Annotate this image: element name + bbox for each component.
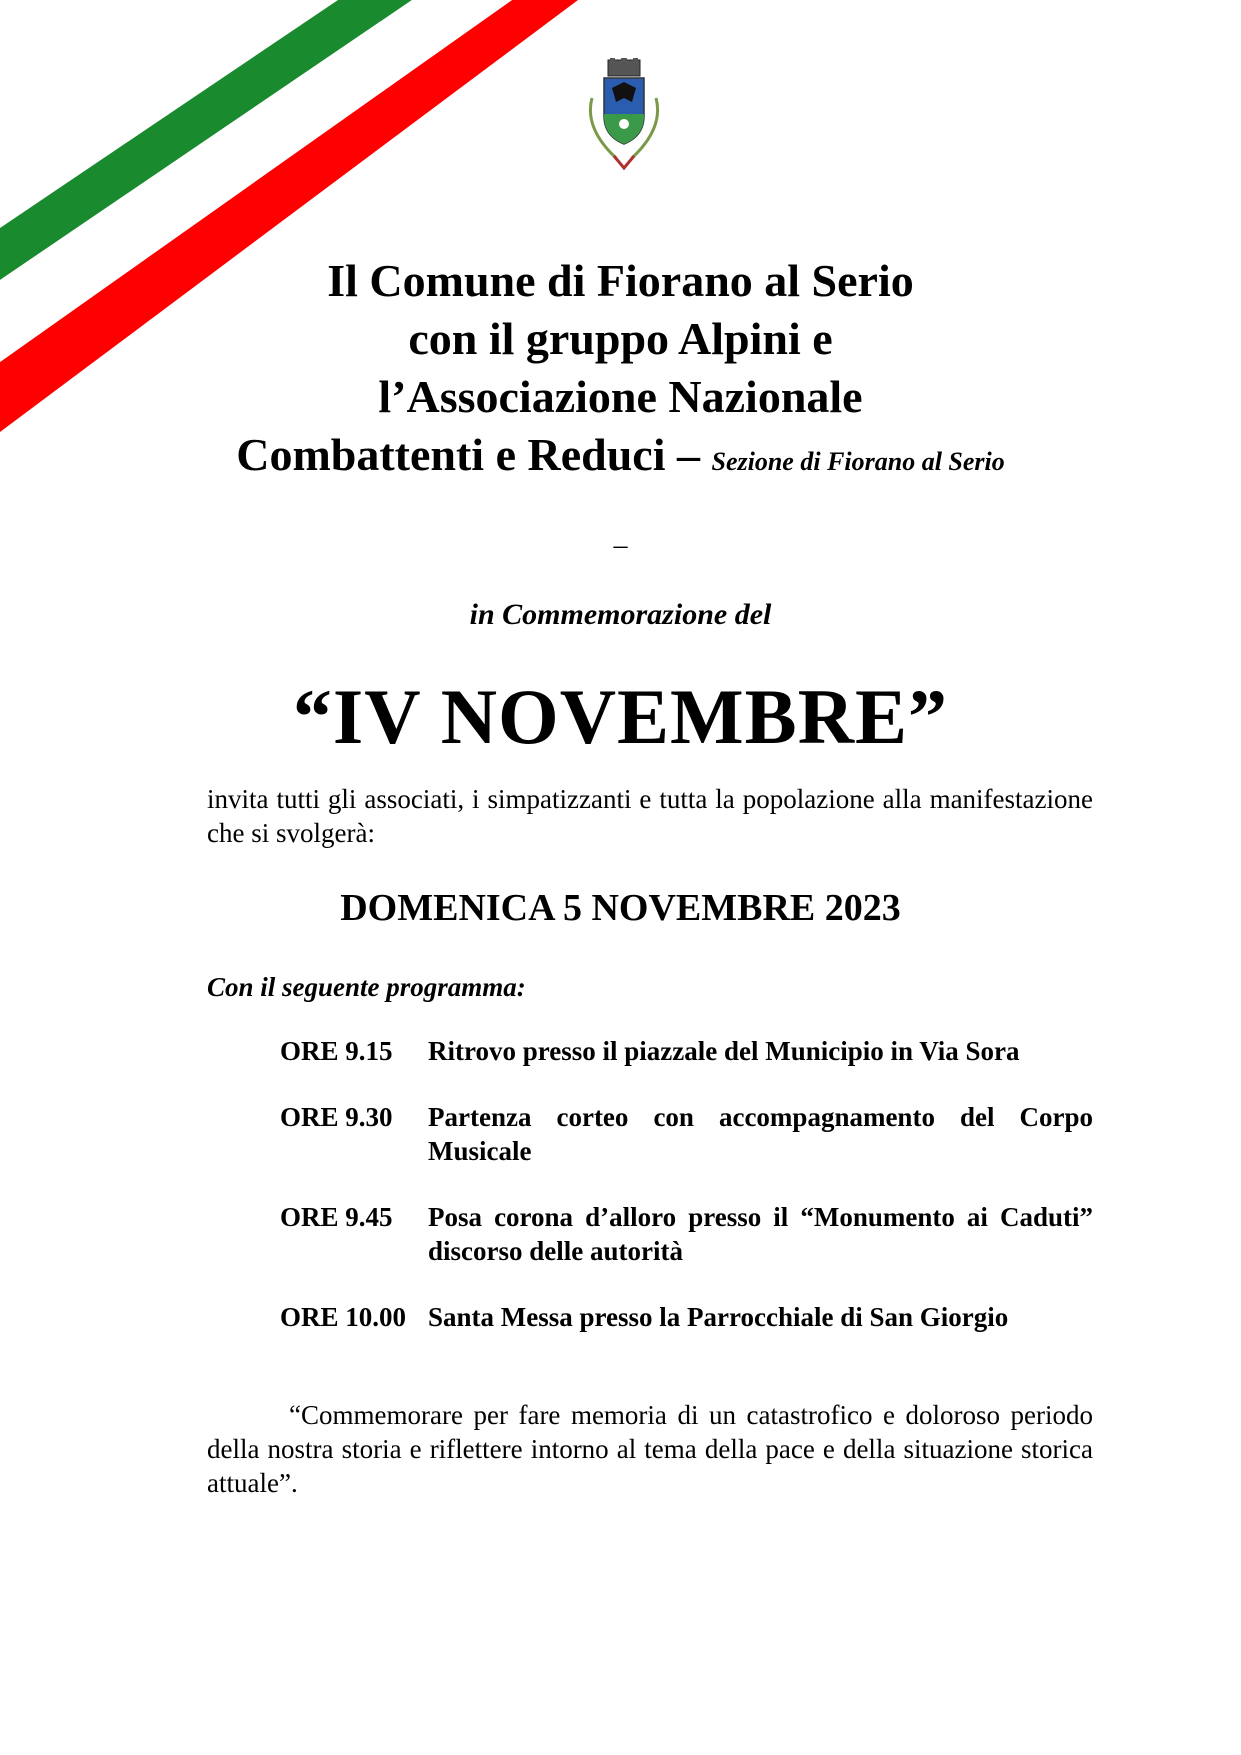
schedule-desc: Ritrovo presso il piazzale del Municipio in Via Sora xyxy=(428,1036,1020,1066)
schedule-time: ORE 9.15 xyxy=(280,1036,393,1066)
schedule-row xyxy=(280,1100,1093,1168)
event-title: “IV NOVEMBRE” xyxy=(292,673,949,760)
coat-of-arms-icon xyxy=(574,58,674,176)
program-label: Con il seguente programma: xyxy=(207,972,526,1002)
schedule-desc: Posa corona d’alloro presso il “Monumento ai Caduti” discorso delle autorità xyxy=(428,1202,1093,1266)
schedule-row xyxy=(280,1034,1093,1068)
header-block xyxy=(0,252,1241,491)
schedule-row xyxy=(280,1300,1093,1334)
schedule-list xyxy=(280,1034,1093,1366)
schedule-time: ORE 10.00 xyxy=(280,1302,407,1332)
header-line-1: Il Comune di Fiorano al Serio xyxy=(327,255,914,306)
schedule-row xyxy=(280,1200,1093,1268)
invitation-text: invita tutti gli associati, i simpatizzanti e tutta la popolazione alla manifestazione che si svolgerà: xyxy=(207,784,1093,848)
commemoration-label: in Commemorazione del xyxy=(469,598,772,631)
header-line-4 xyxy=(0,426,1241,491)
schedule-time: ORE 9.30 xyxy=(280,1102,393,1132)
separator-dash: – xyxy=(613,530,628,561)
schedule-time: ORE 9.45 xyxy=(280,1202,393,1232)
header-line-4-sub: Sezione di Fiorano al Serio xyxy=(711,447,1005,476)
header-line-4-main: Combattenti e Reduci – xyxy=(236,429,700,480)
header-line-3: l’Associazione Nazionale xyxy=(378,371,863,422)
schedule-desc: Partenza corteo con accompagnamento del Corpo Musicale xyxy=(428,1102,1093,1166)
event-date: DOMENICA 5 NOVEMBRE 2023 xyxy=(340,887,901,929)
schedule-desc: Santa Messa presso la Parrocchiale di San Giorgio xyxy=(428,1302,1009,1332)
closing-quote: “Commemorare per fare memoria di un catastrofico e doloroso periodo della nostra storia e riflettere intorno al tema della pace e della situazione storica attuale”. xyxy=(207,1400,1093,1498)
header-line-2: con il gruppo Alpini e xyxy=(408,313,833,364)
